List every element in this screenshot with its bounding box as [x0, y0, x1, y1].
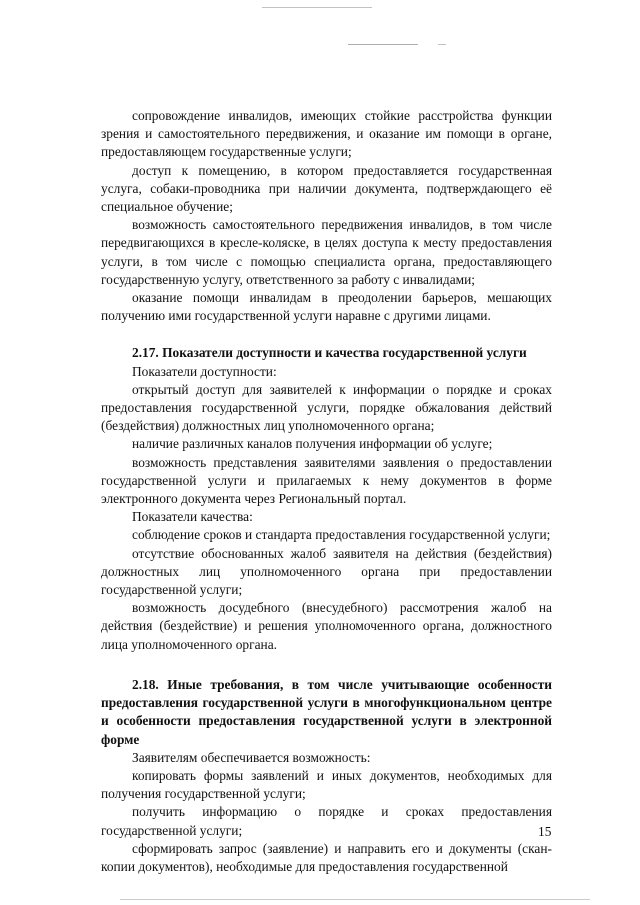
page-number: 15 [538, 824, 552, 839]
section-heading-2-18: 2.18. Иные требования, в том числе учитывающие особенности предоставления государственной услуги в многофункциональном центре и особенности предоставления государственной услуги в электронной форме [101, 676, 552, 747]
document-body [101, 107, 552, 876]
paragraph: соблюдение сроков и стандарта предоставления государственной услуги; [132, 527, 551, 543]
scan-artifact-top [262, 7, 372, 8]
paragraph: сформировать запрос (заявление) и направить его и документы (скан-копии документов), необходимые для предоставления государственной [101, 840, 552, 874]
section-gap [101, 654, 552, 676]
scan-artifact-line [348, 44, 418, 45]
paragraph: Показатели доступности: [132, 363, 277, 379]
paragraph: получить информацию о порядке и сроках предоставления государственной услуги; [101, 804, 552, 838]
paragraph: возможность представления заявителями заявления о предоставлении государственной услуги и прилагаемых к нему документов в форме электронного документа через Региональный портал. [101, 454, 552, 507]
scan-artifact-dot [438, 44, 446, 45]
paragraph: оказание помощи инвалидам в преодолении барьеров, мешающих получению ими государственной услуги наравне с другими лицами. [101, 290, 552, 324]
section-gap [101, 325, 552, 344]
paragraph: сопровождение инвалидов, имеющих стойкие расстройства функции зрения и самостоятельного передвижения, и оказание им помощи в органе, предоставляющем государственные услуги; [101, 108, 552, 160]
paragraph: возможность досудебного (внесудебного) рассмотрения жалоб на действия (бездействие) и решения уполномоченного органа, должностного лица уполномоченного органа. [101, 600, 552, 652]
paragraph: Заявителям обеспечивается возможность: [132, 749, 371, 765]
paragraph: доступ к помещению, в котором предоставляется государственная услуга, собаки-проводника при наличии документа, подтверждающего её специальное обучение; [101, 162, 552, 215]
section-heading-2-17: 2.17. Показатели доступности и качества государственной услуги [132, 345, 527, 361]
paragraph: возможность самостоятельного передвижения инвалидов, в том числе передвигающихся в кресле-коляске, в целях доступа к месту предоставления услуги, в том числе с помощью специалиста органа, предоставляющего государственную услугу, ответственного за работу с инвалидами; [101, 217, 552, 287]
paragraph: Показатели качества: [132, 509, 253, 525]
paragraph: копировать формы заявлений и иных документов, необходимых для получения государственной услуги; [101, 767, 552, 802]
paragraph: открытый доступ для заявителей к информации о порядке и сроках предоставления государственной услуги, порядке обжалования действий (бездействия) должностных лиц уполномоченного органа; [101, 381, 552, 434]
scan-artifact-bottom [120, 899, 590, 900]
paragraph: наличие различных каналов получения информации об услуге; [132, 436, 493, 452]
paragraph: отсутствие обоснованных жалоб заявителя на действия (бездействия) должностных лиц уполномоченного органа при предоставлении государственной услуги; [101, 545, 552, 598]
